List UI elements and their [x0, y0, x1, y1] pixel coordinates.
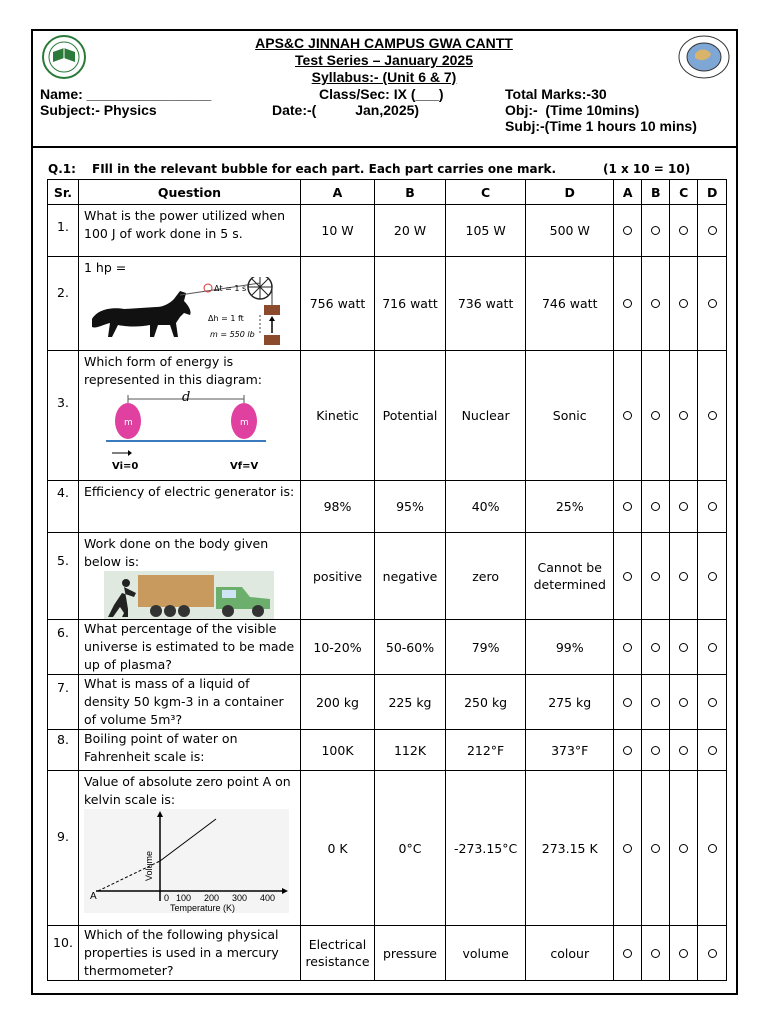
bubble-cell	[642, 205, 670, 257]
option-d: 275 kg	[526, 675, 614, 730]
subjective-time: Subj:-(Time 1 hours 10 mins)	[505, 118, 697, 134]
option-b: 95%	[375, 481, 446, 533]
option-d: 746 watt	[526, 257, 614, 351]
tick-300: 300	[232, 893, 248, 903]
bubble-a[interactable]	[623, 411, 632, 420]
question-text: What is the power utilized when 100 J of work done in 5 s.	[79, 205, 301, 257]
question-text: What percentage of the visible universe is estimated to be made up of plasma?	[79, 620, 301, 675]
option-a: 100K	[301, 730, 375, 771]
option-d: 500 W	[526, 205, 614, 257]
bubble-cell	[642, 926, 670, 981]
bubble-d[interactable]	[708, 949, 717, 958]
bubble-a[interactable]	[623, 502, 632, 511]
bubble-c[interactable]	[679, 411, 688, 420]
bubble-c[interactable]	[679, 502, 688, 511]
bubble-cell	[614, 771, 642, 926]
table-header-row	[48, 180, 727, 205]
option-d: 25%	[526, 481, 614, 533]
mcq-table	[47, 179, 727, 981]
total-marks: Total Marks:-30	[505, 86, 607, 102]
question-cell	[79, 257, 301, 351]
bubble-d[interactable]	[708, 698, 717, 707]
tick-400: 400	[260, 893, 276, 903]
option-a: 0 K	[301, 771, 375, 926]
bubble-d[interactable]	[708, 643, 717, 652]
bubble-cell	[670, 351, 698, 481]
bubble-b[interactable]	[651, 226, 660, 235]
bubble-cell	[698, 730, 727, 771]
table-row	[48, 533, 727, 620]
bubble-cell	[614, 351, 642, 481]
bubble-cell	[670, 533, 698, 620]
bubble-cell	[698, 675, 727, 730]
bubble-b[interactable]	[651, 698, 660, 707]
bubble-c[interactable]	[679, 643, 688, 652]
bubble-cell	[614, 620, 642, 675]
question-text: Work done on the body given below is:	[84, 536, 269, 569]
syllabus: Syllabus:- (Unit 6 & 7)	[311, 69, 457, 85]
bubble-c[interactable]	[679, 572, 688, 581]
option-b: 0°C	[375, 771, 446, 926]
delta-h-label: Δh = 1 ft	[208, 314, 244, 323]
bubble-cell	[614, 730, 642, 771]
bubble-cell	[698, 351, 727, 481]
subject: Subject:- Physics	[40, 102, 157, 118]
absolute-zero-graph	[84, 809, 289, 913]
bubble-a[interactable]	[623, 698, 632, 707]
bubble-cell	[698, 257, 727, 351]
header-question: Question	[79, 180, 301, 205]
bubble-a[interactable]	[623, 572, 632, 581]
bubble-c[interactable]	[679, 226, 688, 235]
bubble-d[interactable]	[708, 502, 717, 511]
horsepower-diagram	[84, 277, 284, 349]
row-number: 4.	[48, 481, 79, 533]
row-number: 2.	[48, 257, 79, 351]
option-a: 756 watt	[301, 257, 375, 351]
header-sr: Sr.	[48, 180, 79, 205]
tick-0: 0	[164, 893, 170, 903]
bubble-d[interactable]	[708, 572, 717, 581]
bubble-cell	[614, 675, 642, 730]
bubble-b[interactable]	[651, 299, 660, 308]
bubble-cell	[670, 730, 698, 771]
header-option-b: B	[375, 180, 446, 205]
point-a-label: A	[90, 891, 97, 902]
option-a: Kinetic	[301, 351, 375, 481]
bubble-cell	[670, 205, 698, 257]
school-name: APS&C JINNAH CAMPUS GWA CANTT	[255, 35, 513, 51]
bubble-cell	[614, 533, 642, 620]
option-b: negative	[375, 533, 446, 620]
header-option-a: A	[301, 180, 375, 205]
bubble-b[interactable]	[651, 572, 660, 581]
option-c: 40%	[446, 481, 526, 533]
option-a: 10-20%	[301, 620, 375, 675]
option-d: Cannot be determined	[526, 533, 614, 620]
bubble-a[interactable]	[623, 643, 632, 652]
question-text: Boiling point of water on Fahrenheit scale is:	[79, 730, 301, 771]
option-a: 10 W	[301, 205, 375, 257]
bubble-cell	[698, 620, 727, 675]
table-row	[48, 620, 727, 675]
option-d: 373°F	[526, 730, 614, 771]
option-d: 99%	[526, 620, 614, 675]
row-number: 1.	[48, 205, 79, 257]
table-row	[48, 926, 727, 981]
bubble-cell	[670, 771, 698, 926]
table-row	[48, 481, 727, 533]
bubble-d[interactable]	[708, 844, 717, 853]
bubble-cell	[670, 257, 698, 351]
option-b: 225 kg	[375, 675, 446, 730]
bubble-cell	[614, 205, 642, 257]
option-b: 50-60%	[375, 620, 446, 675]
y-axis-label: Volume	[144, 850, 154, 881]
question-text: 1 hp =	[84, 260, 127, 275]
bubble-cell	[698, 771, 727, 926]
kinetic-energy-diagram	[84, 389, 284, 479]
question-text: Which of the following physical properties is used in a mercury thermometer?	[79, 926, 301, 981]
bubble-cell	[670, 926, 698, 981]
bubble-cell	[642, 351, 670, 481]
option-a: 98%	[301, 481, 375, 533]
option-b: 20 W	[375, 205, 446, 257]
option-c: 79%	[446, 620, 526, 675]
question-cell	[79, 771, 301, 926]
option-b: 716 watt	[375, 257, 446, 351]
question-cell	[79, 351, 301, 481]
row-number: 5.	[48, 533, 79, 620]
name-field[interactable]: Name: ________________	[40, 86, 212, 102]
bubble-d[interactable]	[708, 226, 717, 235]
bubble-b[interactable]	[651, 411, 660, 420]
distance-label: d	[182, 390, 191, 405]
option-c: 212°F	[446, 730, 526, 771]
mass-2-label: m	[240, 418, 249, 428]
bubble-a[interactable]	[623, 746, 632, 755]
bubble-b[interactable]	[651, 844, 660, 853]
option-b: Potential	[375, 351, 446, 481]
bubble-cell	[614, 926, 642, 981]
row-number: 3.	[48, 351, 79, 481]
header-bubble-c: C	[670, 180, 698, 205]
bubble-a[interactable]	[623, 844, 632, 853]
bubble-cell	[642, 771, 670, 926]
option-c: 736 watt	[446, 257, 526, 351]
bubble-a[interactable]	[623, 299, 632, 308]
option-c: volume	[446, 926, 526, 981]
mass-1-label: m	[124, 418, 133, 428]
bubble-cell	[642, 533, 670, 620]
option-c: 250 kg	[446, 675, 526, 730]
option-c: zero	[446, 533, 526, 620]
bubble-d[interactable]	[708, 299, 717, 308]
bubble-cell	[642, 730, 670, 771]
tick-100: 100	[176, 893, 192, 903]
option-a: Electrical resistance	[301, 926, 375, 981]
question-instruction: FIll in the relevant bubble for each part. Each part carries one mark.	[92, 162, 557, 176]
header-bubble-d: D	[698, 180, 727, 205]
bubble-cell	[614, 257, 642, 351]
option-a: positive	[301, 533, 375, 620]
bubble-b[interactable]	[651, 949, 660, 958]
table-row	[48, 351, 727, 481]
bubble-cell	[698, 481, 727, 533]
bubble-b[interactable]	[651, 502, 660, 511]
bubble-cell	[670, 675, 698, 730]
delta-t-label: Δt = 1 s	[214, 284, 247, 293]
header-bubble-b: B	[642, 180, 670, 205]
option-b: pressure	[375, 926, 446, 981]
row-number: 7.	[48, 675, 79, 730]
row-number: 8.	[48, 730, 79, 771]
question-marks: (1 x 10 = 10)	[603, 162, 691, 176]
test-series-title: Test Series – January 2025	[295, 52, 473, 68]
question-text: Value of absolute zero point A on kelvin scale is:	[84, 774, 291, 807]
bubble-c[interactable]	[679, 949, 688, 958]
mass-label: m = 550 lb	[210, 330, 255, 339]
option-d: Sonic	[526, 351, 614, 481]
bubble-c[interactable]	[679, 746, 688, 755]
question-text: What is mass of a liquid of density 50 kgm-3 in a container of volume 5m³?	[79, 675, 301, 730]
header-option-c: C	[446, 180, 526, 205]
bubble-d[interactable]	[708, 411, 717, 420]
bubble-a[interactable]	[623, 226, 632, 235]
bubble-cell	[670, 620, 698, 675]
option-b: 112K	[375, 730, 446, 771]
bubble-c[interactable]	[679, 299, 688, 308]
bubble-b[interactable]	[651, 746, 660, 755]
bubble-d[interactable]	[708, 746, 717, 755]
initial-velocity-label: Vi=0	[112, 461, 139, 472]
x-axis-label: Temperature (K)	[170, 903, 236, 913]
bubble-cell	[642, 620, 670, 675]
question-cell	[79, 533, 301, 620]
row-number: 9.	[48, 771, 79, 926]
bubble-c[interactable]	[679, 698, 688, 707]
row-number: 6.	[48, 620, 79, 675]
question-text: Which form of energy is represented in this diagram:	[84, 354, 263, 387]
question-text: Efficiency of electric generator is:	[79, 481, 301, 533]
header-divider	[33, 146, 736, 148]
table-row	[48, 205, 727, 257]
final-velocity-label: Vf=V	[230, 461, 259, 472]
table-row	[48, 771, 727, 926]
question-number: Q.1:	[48, 162, 76, 176]
header-option-d: D	[526, 180, 614, 205]
bubble-cell	[698, 926, 727, 981]
bubble-cell	[642, 257, 670, 351]
bubble-cell	[670, 481, 698, 533]
bubble-cell	[698, 533, 727, 620]
option-d: colour	[526, 926, 614, 981]
class-section-field[interactable]: Class/Sec: IX (___)	[319, 86, 444, 102]
table-row	[48, 730, 727, 771]
table-row	[48, 257, 727, 351]
option-c: -273.15°C	[446, 771, 526, 926]
row-number: 10.	[48, 926, 79, 981]
bubble-b[interactable]	[651, 643, 660, 652]
option-c: Nuclear	[446, 351, 526, 481]
header-bubble-a: A	[614, 180, 642, 205]
date-field[interactable]: Date:-( Jan,2025)	[272, 102, 420, 118]
bubble-cell	[642, 675, 670, 730]
option-c: 105 W	[446, 205, 526, 257]
option-d: 273.15 K	[526, 771, 614, 926]
bubble-cell	[642, 481, 670, 533]
bubble-a[interactable]	[623, 949, 632, 958]
tick-200: 200	[204, 893, 220, 903]
option-a: 200 kg	[301, 675, 375, 730]
objective-time: Obj:- (Time 10mins)	[505, 102, 640, 118]
bubble-c[interactable]	[679, 844, 688, 853]
bubble-cell	[614, 481, 642, 533]
table-row	[48, 675, 727, 730]
truck-push-diagram	[104, 571, 274, 619]
bubble-cell	[698, 205, 727, 257]
